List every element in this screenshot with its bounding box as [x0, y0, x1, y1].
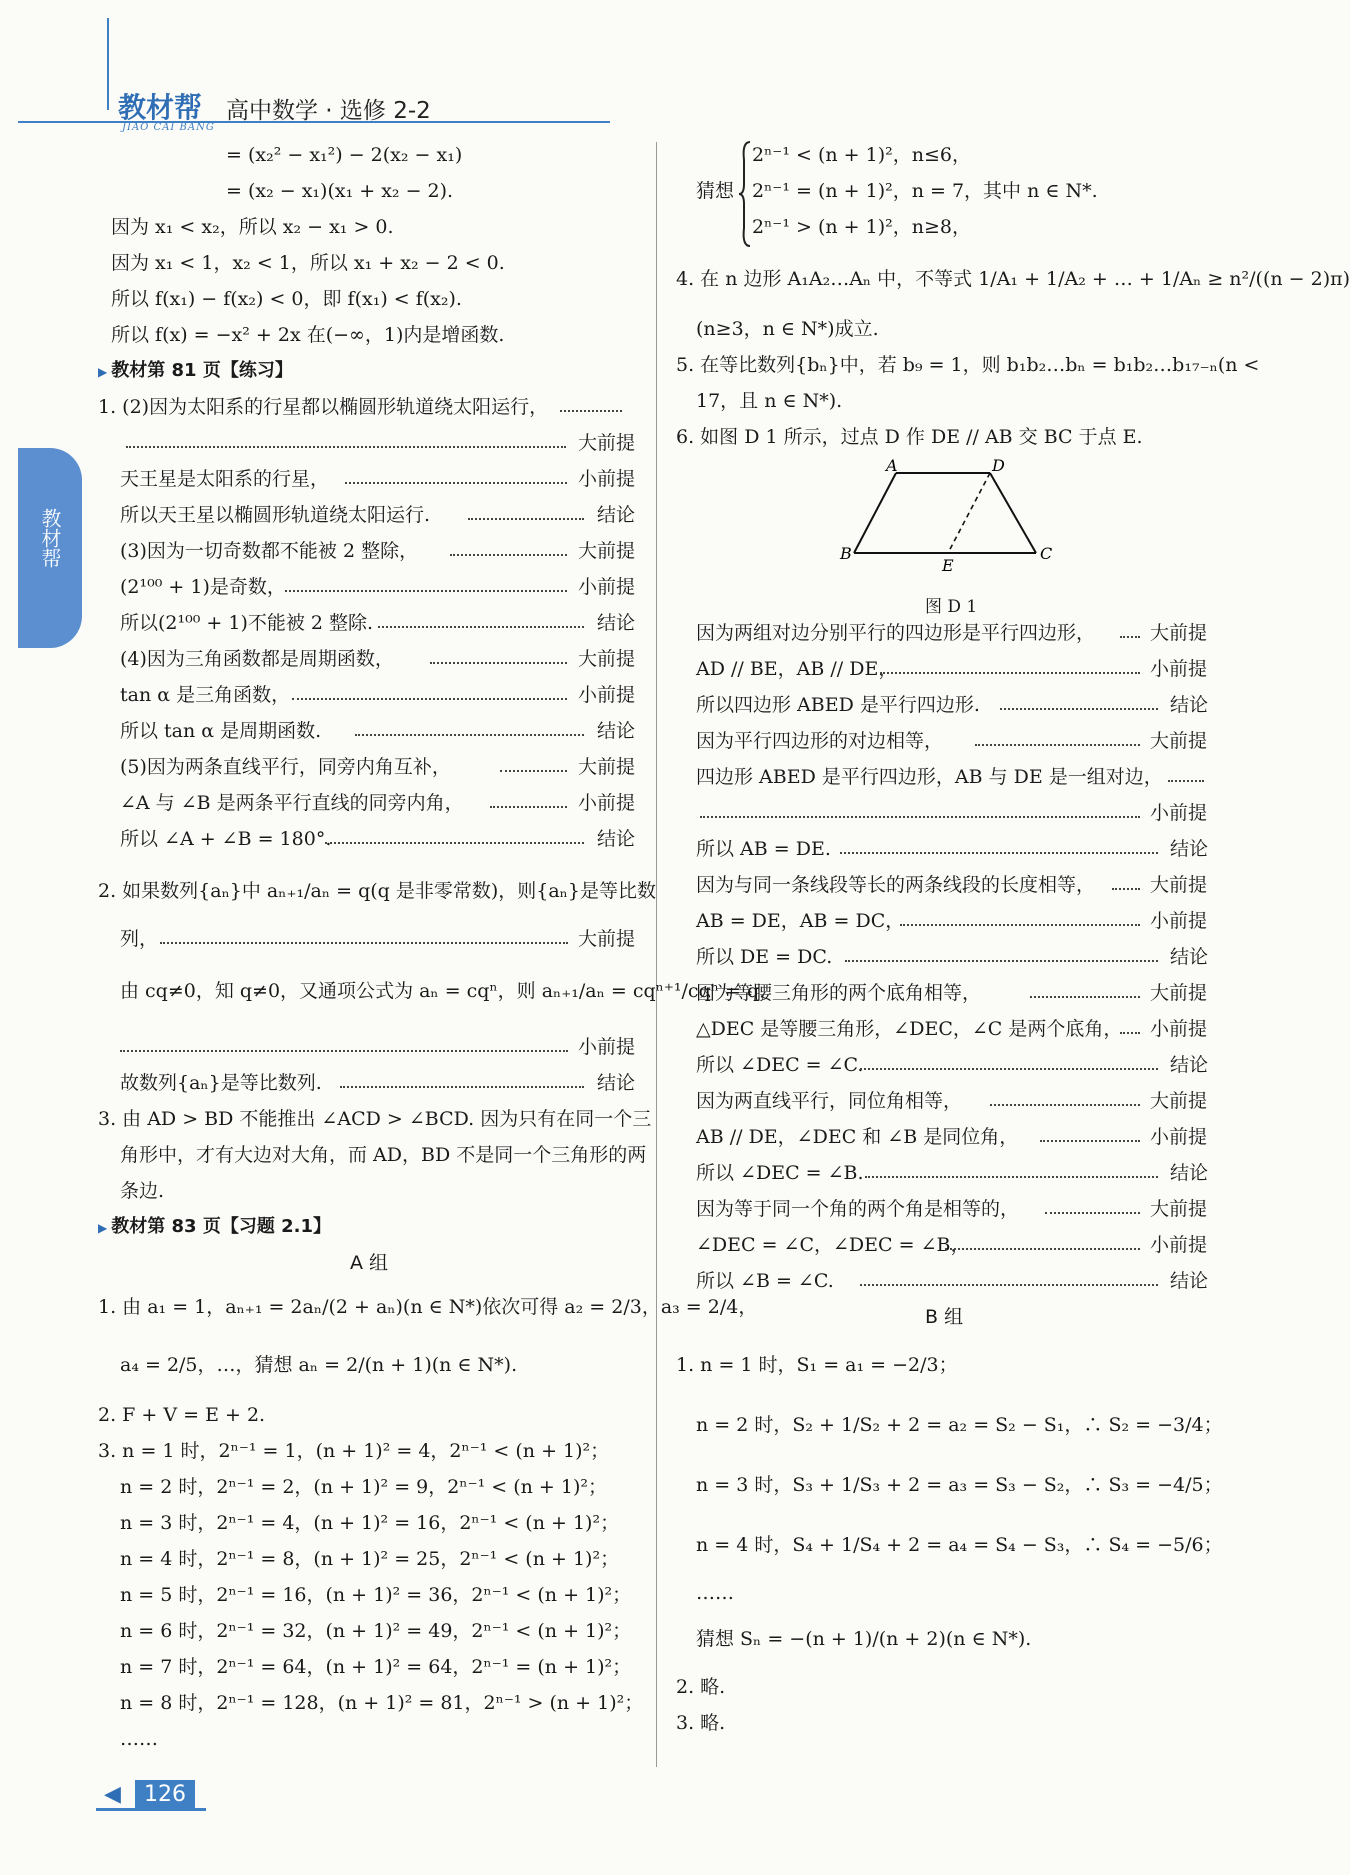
exercise-line: n = 4 时，S₄ + 1/S₄ + 2 = a₄ = S₄ − S₃，∴ S₄ = −5/6； [696, 1534, 1223, 1556]
exercise-line: …… [696, 1582, 734, 1604]
leader-dots [345, 482, 567, 484]
exercise-line: 由 cq≠0，知 q≠0，又通项公式为 aₙ = cqⁿ，则 aₙ₊₁/aₙ = cqⁿ⁺¹/cqⁿ = q， [120, 980, 779, 1002]
proof-line: 所以 ∠DEC = ∠B. [696, 1162, 864, 1184]
text-line: = (x₂ − x₁)(x₁ + x₂ − 2). [226, 180, 454, 202]
proof-line: (5)因为两条直线平行，同旁内角互补， [120, 756, 451, 778]
text-line: = (x₂² − x₁²) − 2(x₂ − x₁) [226, 144, 463, 166]
proof-tag: 小前提 [1150, 802, 1208, 824]
proof-tag: 结论 [1170, 838, 1209, 860]
proof-line: 因为平行四边形的对边相等， [696, 730, 944, 752]
point-label: A [886, 456, 898, 475]
proof-line: 因为等于同一个角的两个角是相等的， [696, 1198, 1020, 1220]
proof-line: 所以天王星以椭圆形轨道绕太阳运行. [120, 504, 431, 526]
proof-tag: 小前提 [578, 792, 636, 814]
proof-line: (2¹⁰⁰ + 1)是奇数， [120, 576, 286, 598]
leader-dots [990, 1104, 1140, 1106]
exercise-line: 故数列{aₙ}是等比数列. [120, 1072, 322, 1094]
proof-tag: 结论 [1170, 1162, 1209, 1184]
figure-caption: 图 D 1 [925, 597, 978, 617]
segment-AB [854, 473, 896, 553]
exercise-line: 列， [120, 928, 159, 950]
proof-tag: 大前提 [578, 648, 636, 670]
proof-line: 所以 ∠DEC = ∠C. [696, 1054, 864, 1076]
point-label: D [992, 456, 1005, 475]
exercise-line: n = 8 时，2ⁿ⁻¹ = 128，(n + 1)² = 81，2ⁿ⁻¹ > (n + 1)²； [120, 1692, 644, 1714]
leader-dots [975, 744, 1140, 746]
leader-dots [126, 446, 566, 448]
exercise-line: 3. n = 1 时，2ⁿ⁻¹ = 1，(n + 1)² = 4，2ⁿ⁻¹ < (n + 1)²； [98, 1440, 610, 1462]
leader-dots [292, 698, 567, 700]
proof-line: AB = DE，AB = DC， [696, 910, 905, 932]
exercise-line: n = 2 时，S₂ + 1/S₂ + 2 = a₂ = S₂ − S₁，∴ S₂ = −3/4； [696, 1414, 1223, 1436]
section-heading: ▶ 教材第 83 页【习题 2.1】 [98, 1212, 331, 1243]
text-line: 因为 x₁ < x₂，所以 x₂ − x₁ > 0. [111, 216, 394, 238]
proof-line: 所以 AB = DE. [696, 838, 831, 860]
exercise-line: n = 4 时，2ⁿ⁻¹ = 8，(n + 1)² = 25，2ⁿ⁻¹ < (n + 1)²； [120, 1548, 620, 1570]
exercise-line: 5. 在等比数列{bₙ}中，若 b₉ = 1，则 b₁b₂…bₙ = b₁b₂…b₁₇₋ₙ(n < [676, 354, 1260, 376]
proof-tag: 结论 [1170, 946, 1209, 968]
point-label: B [840, 544, 852, 563]
exercise-line: n = 7 时，2ⁿ⁻¹ = 64，(n + 1)² = 64，2ⁿ⁻¹ = (n + 1)²； [120, 1656, 632, 1678]
proof-line: △DEC 是等腰三角形，∠DEC，∠C 是两个底角， [696, 1018, 1123, 1040]
proof-tag: 结论 [597, 1072, 636, 1094]
leader-dots [490, 806, 567, 808]
proof-tag: 结论 [1170, 694, 1209, 716]
leader-dots [1000, 708, 1158, 710]
exercise-line: 6. 如图 D 1 所示，过点 D 作 DE // AB 交 BC 于点 E. [676, 426, 1143, 448]
exercise-line: 1. 由 a₁ = 1，aₙ₊₁ = 2aₙ/(2 + aₙ)(n ∈ N*)依次可得 a₂ = 2/3，a₃ = 2/4， [98, 1296, 758, 1318]
proof-line: ∠A 与 ∠B 是两条平行直线的同旁内角， [120, 792, 464, 814]
leader-dots [865, 1176, 1158, 1178]
proof-line: 所以 ∠B = ∠C. [696, 1270, 834, 1292]
proof-line: 天王星是太阳系的行星， [120, 468, 330, 490]
proof-line: 因为两直线平行，同位角相等， [696, 1090, 963, 1112]
exercise-line: …… [120, 1728, 158, 1750]
leader-dots [468, 518, 584, 520]
proof-tag: 大前提 [1150, 1090, 1208, 1112]
point-label: E [942, 556, 954, 575]
exercise-line: 猜想 Sₙ = −(n + 1)/(n + 2)(n ∈ N*). [696, 1628, 1032, 1650]
exercise-line: 2. F + V = E + 2. [98, 1404, 266, 1426]
group-heading: B 组 [925, 1306, 964, 1328]
leader-dots [945, 1248, 1140, 1250]
leader-dots [1168, 780, 1204, 782]
proof-line: ∠DEC = ∠C，∠DEC = ∠B， [696, 1234, 970, 1256]
exercise-line: a₄ = 2/5，…，猜想 aₙ = 2/(n + 1)(n ∈ N*). [120, 1354, 518, 1376]
leader-dots [285, 590, 567, 592]
exercise-line: 2. 如果数列{aₙ}中 aₙ₊₁/aₙ = q(q 是非零常数)，则{aₙ}是等比数 [98, 880, 656, 902]
exercise-line: 2. 略. [676, 1676, 726, 1698]
exercise-line: 4. 在 n 边形 A₁A₂…Aₙ 中，不等式 1/A₁ + 1/A₂ + … + 1/Aₙ ≥ n²/((n − 2)π) [676, 268, 1350, 290]
guess-case: 2ⁿ⁻¹ = (n + 1)²，n = 7，其中 n ∈ N*. [752, 180, 1098, 202]
text-line: 所以 f(x) = −x² + 2x 在(−∞，1)内是增函数. [111, 324, 505, 346]
page-number: 126 [135, 1780, 195, 1810]
leader-dots [325, 842, 584, 844]
proof-tag: 小前提 [1150, 1234, 1208, 1256]
proof-tag: 结论 [597, 504, 636, 526]
exercise-line: n = 5 时，2ⁿ⁻¹ = 16，(n + 1)² = 36，2ⁿ⁻¹ < (n + 1)²； [120, 1584, 632, 1606]
proof-line: (4)因为三角函数都是周期函数， [120, 648, 394, 670]
proof-tag: 结论 [597, 612, 636, 634]
proof-line: tan α 是三角函数， [120, 684, 291, 706]
proof-line: 所以(2¹⁰⁰ + 1)不能被 2 整除. [120, 612, 374, 634]
exercise-line: 条边. [120, 1180, 165, 1202]
proof-tag: 结论 [597, 720, 636, 742]
leader-dots [860, 1284, 1158, 1286]
leader-dots [500, 770, 567, 772]
proof-tag: 小前提 [578, 468, 636, 490]
header-rule-vertical [107, 18, 109, 110]
leader-dots [355, 734, 584, 736]
proof-line: 因为两组对边分别平行的四边形是平行四边形， [696, 622, 1096, 644]
group-heading: A 组 [350, 1252, 389, 1274]
leader-dots [845, 960, 1158, 962]
proof-tag: 小前提 [578, 1036, 636, 1058]
text-line: 因为 x₁ < 1，x₂ < 1，所以 x₁ + x₂ − 2 < 0. [111, 252, 505, 274]
column-divider [656, 142, 657, 1767]
leader-dots [840, 852, 1158, 854]
guess-case: 2ⁿ⁻¹ > (n + 1)²，n≥8， [752, 216, 971, 238]
proof-line: 因为等腰三角形的两个底角相等， [696, 982, 982, 1004]
leader-dots [1040, 1140, 1140, 1142]
proof-line: 所以四边形 ABED 是平行四边形. [696, 694, 980, 716]
leader-dots [1112, 888, 1140, 890]
proof-tag: 小前提 [1150, 1126, 1208, 1148]
proof-line: AD // BE，AB // DE， [696, 658, 898, 680]
proof-tag: 大前提 [1150, 622, 1208, 644]
proof-line: 四边形 ABED 是平行四边形，AB 与 DE 是一组对边， [696, 766, 1163, 788]
proof-tag: 大前提 [1150, 730, 1208, 752]
exercise-line: n = 3 时，2ⁿ⁻¹ = 4，(n + 1)² = 16，2ⁿ⁻¹ < (n + 1)²； [120, 1512, 620, 1534]
proof-tag: 小前提 [1150, 910, 1208, 932]
leader-dots [340, 1086, 584, 1088]
leader-dots [880, 672, 1140, 674]
exercise-line: n = 3 时，S₃ + 1/S₃ + 2 = a₃ = S₃ − S₂，∴ S₃ = −4/5； [696, 1474, 1223, 1496]
proof-tag: 大前提 [578, 928, 636, 950]
leader-dots [450, 554, 567, 556]
brand-logo-subtitle: JIAO CAI BANG [122, 122, 215, 133]
point-label: C [1040, 544, 1053, 563]
page-marker-icon: ◀ [104, 1782, 121, 1807]
guess-case: 2ⁿ⁻¹ < (n + 1)²，n≤6， [752, 144, 971, 166]
exercise-line: n = 2 时，2ⁿ⁻¹ = 2，(n + 1)² = 9，2ⁿ⁻¹ < (n + 1)²； [120, 1476, 607, 1498]
exercise-line: n = 6 时，2ⁿ⁻¹ = 32，(n + 1)² = 49，2ⁿ⁻¹ < (n + 1)²； [120, 1620, 632, 1642]
page-number-underline [96, 1808, 206, 1811]
segment-DE [948, 473, 990, 553]
proof-line: 因为与同一条线段等长的两条线段的长度相等， [696, 874, 1096, 896]
proof-tag: 大前提 [1150, 874, 1208, 896]
exercise-line: 17，且 n ∈ N*). [696, 390, 843, 412]
brace-icon [738, 140, 752, 248]
proof-tag: 小前提 [1150, 658, 1208, 680]
leader-dots [700, 816, 1140, 818]
proof-line: 1. (2)因为太阳系的行星都以椭圆形轨道绕太阳运行， [98, 396, 549, 418]
parallelogram-figure [840, 456, 1060, 575]
proof-tag: 大前提 [578, 540, 636, 562]
leader-dots [1120, 636, 1140, 638]
section-heading: ▶ 教材第 81 页【练习】 [98, 356, 293, 387]
proof-tag: 大前提 [1150, 982, 1208, 1004]
guess-label: 猜想 [696, 180, 735, 202]
proof-tag: 结论 [1170, 1270, 1209, 1292]
proof-tag: 小前提 [578, 684, 636, 706]
proof-line: 所以 DE = DC. [696, 946, 833, 968]
proof-line: AB // DE，∠DEC 和 ∠B 是同位角， [696, 1126, 1019, 1148]
leader-dots [1120, 1032, 1140, 1034]
segment-DC [990, 473, 1036, 553]
proof-line: (3)因为一切奇数都不能被 2 整除， [120, 540, 419, 562]
proof-tag: 大前提 [578, 756, 636, 778]
side-tab-label: 教材帮 [38, 508, 62, 568]
leader-dots [120, 1050, 568, 1052]
leader-dots [560, 410, 622, 412]
leader-dots [1045, 1212, 1140, 1214]
proof-line: 所以 ∠A + ∠B = 180°. [120, 828, 332, 850]
exercise-line: 1. n = 1 时，S₁ = a₁ = −2/3； [676, 1354, 958, 1376]
proof-tag: 结论 [597, 828, 636, 850]
text-line: 所以 f(x₁) − f(x₂) < 0，即 f(x₁) < f(x₂). [111, 288, 462, 310]
leader-dots [430, 662, 567, 664]
exercise-line: 3. 略. [676, 1712, 726, 1734]
leader-dots [860, 1068, 1158, 1070]
leader-dots [378, 626, 584, 628]
side-tab [18, 448, 82, 648]
proof-tag: 结论 [1170, 1054, 1209, 1076]
proof-tag: 大前提 [1150, 1198, 1208, 1220]
proof-line: 所以 tan α 是周期函数. [120, 720, 322, 742]
exercise-line: 3. 由 AD > BD 不能推出 ∠ACD > ∠BCD. 因为只有在同一个三 [98, 1108, 652, 1130]
leader-dots [160, 942, 568, 944]
leader-dots [900, 924, 1140, 926]
book-title: 高中数学 · 选修 2-2 [226, 98, 431, 124]
proof-tag: 大前提 [578, 432, 636, 454]
proof-tag: 小前提 [578, 576, 636, 598]
exercise-line: 角形中，才有大边对大角，而 AD，BD 不是同一个三角形的两 [120, 1144, 647, 1166]
leader-dots [1030, 996, 1140, 998]
exercise-line: (n≥3，n ∈ N*)成立. [696, 318, 879, 340]
proof-tag: 小前提 [1150, 1018, 1208, 1040]
brand-logo: 教材帮 [118, 91, 203, 124]
